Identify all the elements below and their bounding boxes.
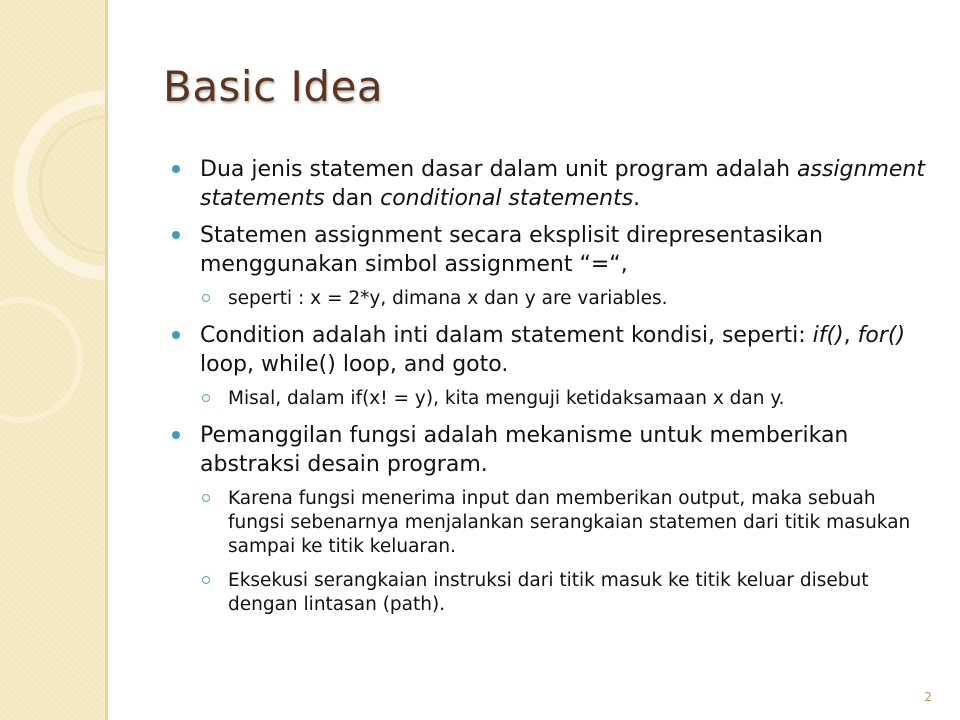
bullet-item — [172, 155, 932, 213]
bullet-item — [172, 321, 932, 379]
page-number: 2 — [924, 690, 932, 704]
bullet-text-segment: loop, while() loop, and goto. — [200, 352, 509, 377]
bullet-text-segment: Pemanggilan fungsi adalah mekanisme untuk memberikan abstraksi desain program. — [200, 423, 849, 477]
sub-bullet-ring-icon — [202, 294, 210, 302]
bullet-item — [172, 221, 932, 279]
sub-bullet-item — [172, 487, 932, 559]
bullet-text-segment: Statemen assignment secara eksplisit direpresentasikan menggunakan simbol assignment “=“, — [200, 223, 823, 277]
bullet-text-segment: Eksekusi serangkaian instruksi dari titik masuk ke titik keluar disebut dengan lintasan (path). — [228, 570, 869, 615]
bullet-dot-icon — [172, 231, 180, 239]
bullet-dot-icon — [172, 431, 180, 439]
sub-bullet-item — [172, 569, 932, 617]
bullet-text-segment: , — [843, 323, 858, 348]
sub-bullet-ring-icon — [202, 494, 210, 502]
bullet-dot-icon — [172, 331, 180, 339]
bullet-text-segment: Misal, dalam if(x! = y), kita menguji ketidaksamaan x dan y. — [228, 388, 785, 409]
bullet-list — [172, 155, 932, 627]
bullet-text-segment: Condition adalah inti dalam statement kondisi, seperti: — [200, 323, 813, 348]
bullet-text-segment: seperti : x = 2*y, dimana x dan y are variables. — [228, 288, 668, 309]
bullet-text-segment: Karena fungsi menerima input dan memberikan output, maka sebuah fungsi sebenarnya menjalankan serangkaian statemen dari titik masukan sampai ke titik keluaran. — [228, 488, 911, 557]
bullet-text-segment: . — [633, 186, 641, 211]
decorative-side-band — [0, 0, 105, 720]
bullet-text-segment: assignment statements — [200, 157, 925, 211]
bullet-text-segment: for() — [857, 323, 906, 348]
sub-bullet-ring-icon — [202, 576, 210, 584]
sub-bullet-ring-icon — [202, 394, 210, 402]
sub-bullet-item — [172, 387, 932, 411]
band-edge-divider — [105, 0, 108, 720]
bullet-text-segment: dan — [324, 186, 381, 211]
bullet-dot-icon — [172, 165, 180, 173]
bullet-text-segment: Dua jenis statemen dasar dalam unit program adalah — [200, 157, 798, 182]
bullet-text-segment: if() — [812, 323, 844, 348]
sub-bullet-item — [172, 287, 932, 311]
slide-title: Basic Idea — [163, 62, 384, 111]
bullet-text-segment: conditional statements — [380, 186, 634, 211]
decorative-circles-icon — [0, 0, 105, 720]
bullet-item — [172, 421, 932, 479]
